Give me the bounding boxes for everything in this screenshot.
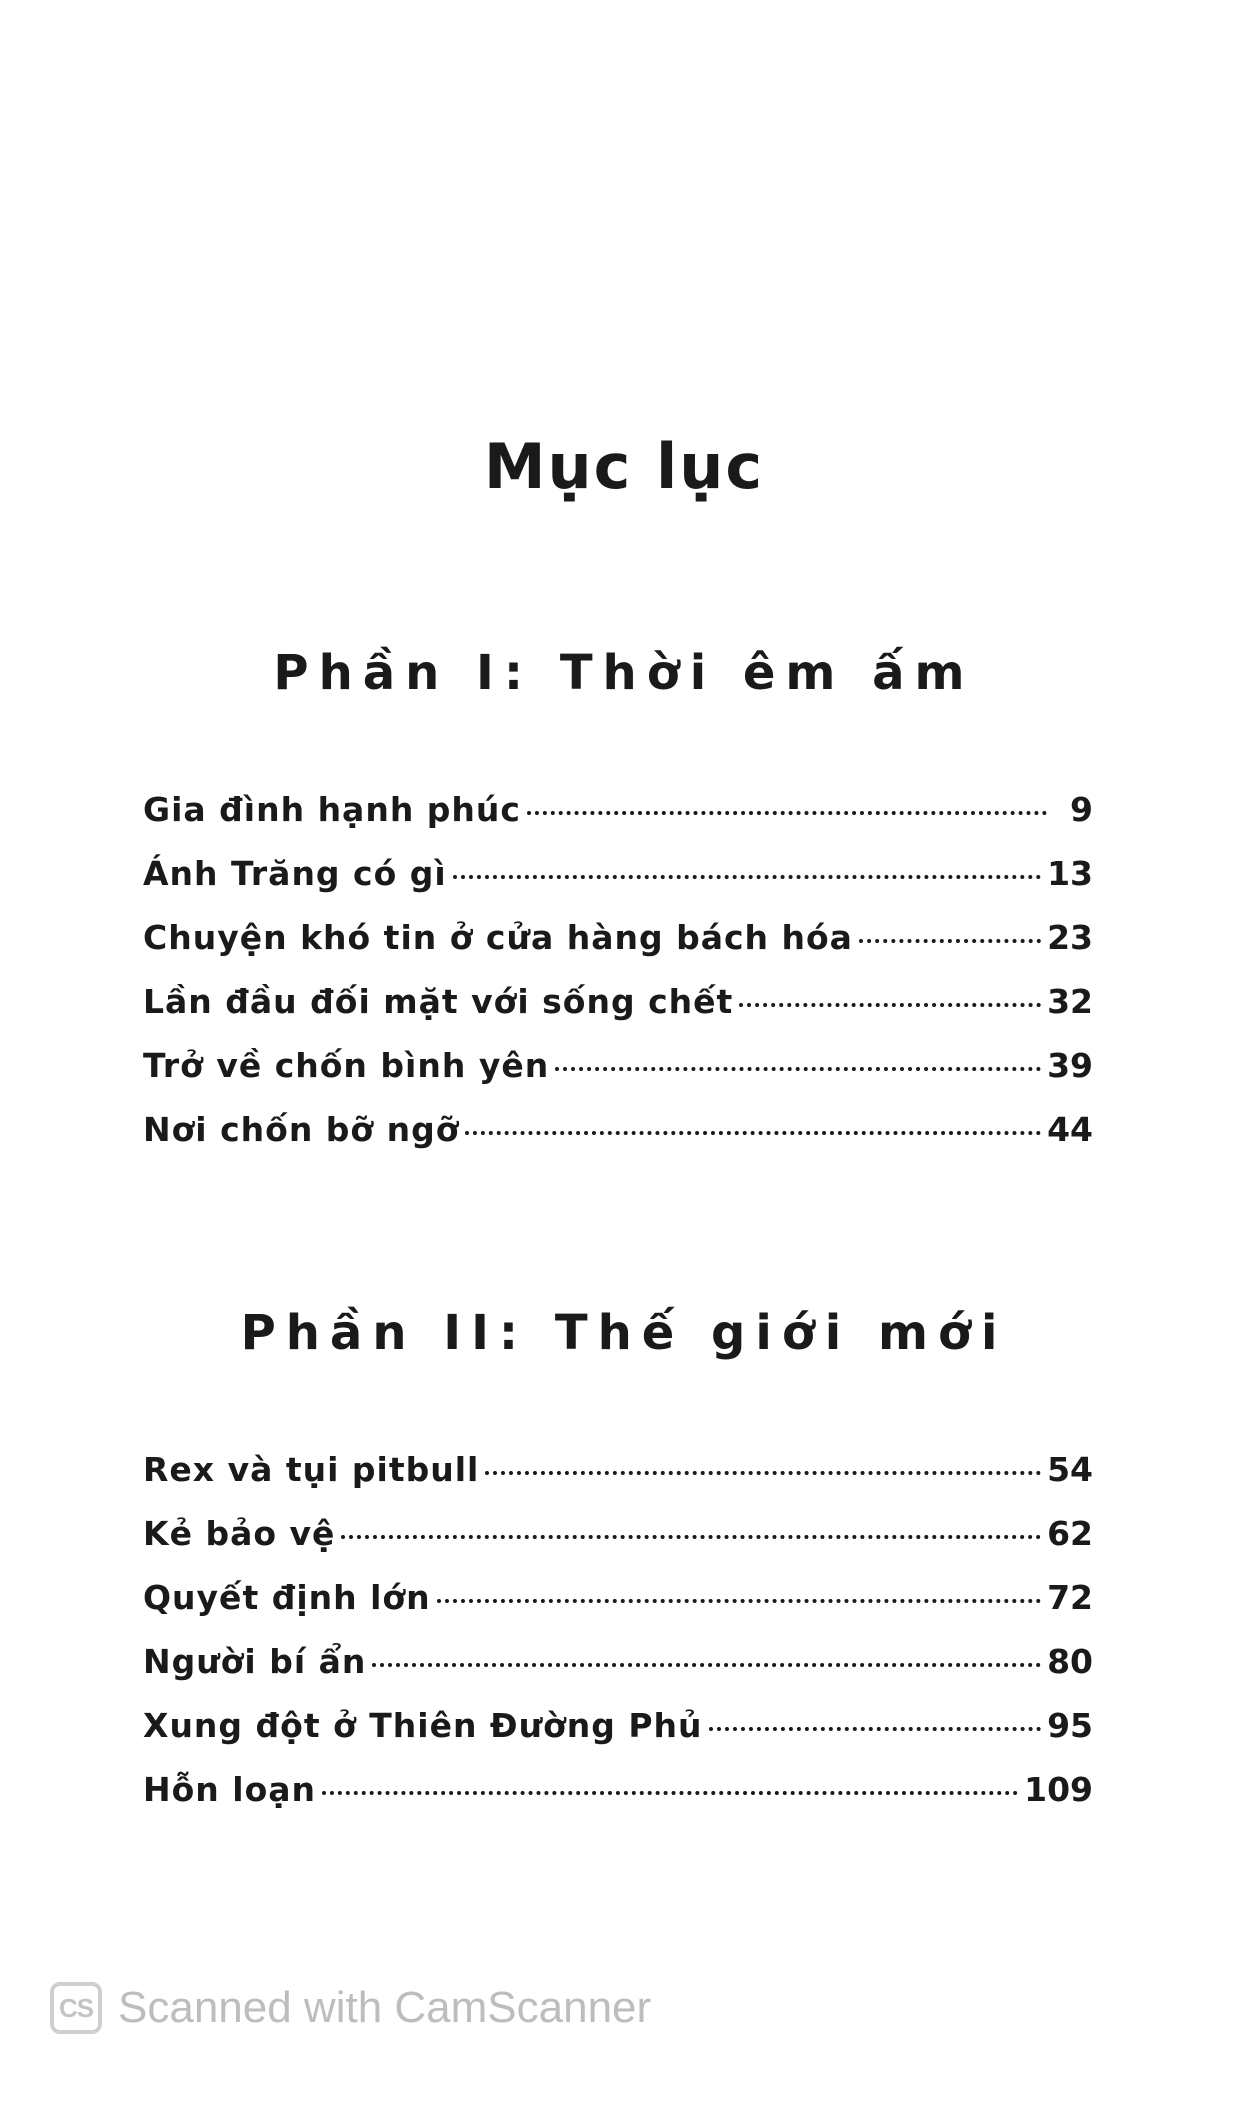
section-heading-part-1: Phần I: Thời êm ấm bbox=[273, 645, 975, 701]
section-heading-part-2: Phần II: Thế giới mới bbox=[240, 1305, 1008, 1361]
watermark-text: Scanned with CamScanner bbox=[118, 1983, 652, 2032]
toc-entry-page: 72 bbox=[1047, 1578, 1093, 1617]
dot-leader bbox=[709, 1727, 1042, 1731]
page-title: Mục lục bbox=[483, 430, 765, 503]
dot-leader bbox=[372, 1663, 1041, 1667]
toc-entry-page: 62 bbox=[1047, 1514, 1093, 1553]
toc-entry bbox=[143, 918, 1093, 982]
dot-leader bbox=[739, 1003, 1041, 1007]
dot-leader bbox=[341, 1535, 1041, 1539]
toc-entry-label: Quyết định lớn bbox=[143, 1578, 431, 1617]
toc-entry bbox=[143, 1770, 1093, 1834]
toc-entry-label: Ánh Trăng có gì bbox=[143, 854, 447, 893]
toc-entry-label: Trở về chốn bình yên bbox=[143, 1046, 550, 1085]
toc-entry bbox=[143, 1578, 1093, 1642]
toc-entry-page: 54 bbox=[1047, 1450, 1093, 1489]
dot-leader bbox=[527, 811, 1047, 815]
toc-entry bbox=[143, 1642, 1093, 1706]
toc-entry-label: Kẻ bảo vệ bbox=[143, 1514, 336, 1553]
camscanner-watermark bbox=[50, 1982, 651, 2034]
toc-entry-label: Nơi chốn bỡ ngỡ bbox=[143, 1110, 460, 1149]
camscanner-logo-icon: CS bbox=[50, 1982, 102, 2034]
toc-entry-label: Người bí ẩn bbox=[143, 1642, 367, 1681]
toc-entry bbox=[143, 982, 1093, 1046]
toc-entry-label: Rex và tụi pitbull bbox=[143, 1450, 480, 1489]
dot-leader bbox=[453, 875, 1041, 879]
toc-list-part-1 bbox=[143, 790, 1093, 1174]
dot-leader bbox=[465, 1131, 1041, 1135]
toc-entry-page: 13 bbox=[1047, 854, 1093, 893]
toc-entry bbox=[143, 790, 1093, 854]
toc-entry-label: Chuyện khó tin ở cửa hàng bách hóa bbox=[143, 918, 853, 957]
toc-entry-page: 80 bbox=[1047, 1642, 1093, 1681]
toc-entry bbox=[143, 854, 1093, 918]
toc-entry bbox=[143, 1450, 1093, 1514]
toc-entry bbox=[143, 1706, 1093, 1770]
toc-entry-page: 95 bbox=[1047, 1706, 1093, 1745]
toc-entry-label: Lần đầu đối mặt với sống chết bbox=[143, 982, 734, 1021]
toc-entry bbox=[143, 1110, 1093, 1174]
toc-entry-page: 23 bbox=[1047, 918, 1093, 957]
toc-entry-page: 32 bbox=[1047, 982, 1093, 1021]
toc-entry-label: Gia đình hạnh phúc bbox=[143, 790, 521, 829]
toc-entry bbox=[143, 1046, 1093, 1110]
dot-leader bbox=[555, 1067, 1041, 1071]
toc-entry bbox=[143, 1514, 1093, 1578]
toc-entry-page: 44 bbox=[1047, 1110, 1093, 1149]
toc-entry-label: Hỗn loạn bbox=[143, 1770, 317, 1809]
toc-entry-page: 9 bbox=[1070, 790, 1093, 829]
toc-entry-page: 109 bbox=[1024, 1770, 1093, 1809]
toc-entry-label: Xung đột ở Thiên Đường Phủ bbox=[143, 1706, 703, 1745]
dot-leader bbox=[437, 1599, 1041, 1603]
dot-leader bbox=[485, 1471, 1041, 1475]
toc-list-part-2 bbox=[143, 1450, 1093, 1834]
toc-entry-page: 39 bbox=[1047, 1046, 1093, 1085]
dot-leader bbox=[859, 939, 1041, 943]
dot-leader bbox=[322, 1791, 1018, 1795]
